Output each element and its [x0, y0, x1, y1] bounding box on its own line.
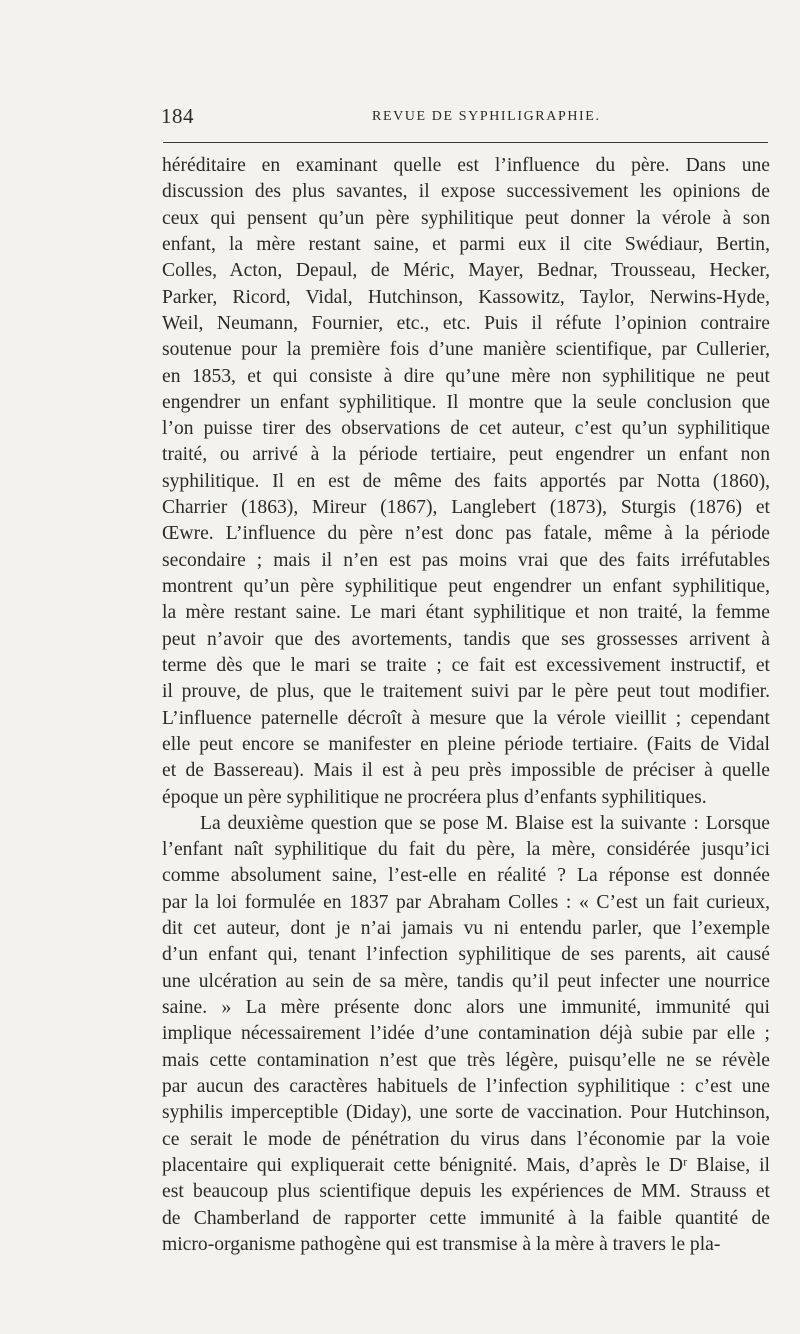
text-line: L’influence paternelle décroît à mesure que la vérole vieillit ; cependant	[162, 707, 770, 729]
text-line: secondaire ; mais il n’en est pas moins vrai que des faits irréfutables	[162, 549, 770, 571]
text-line: il prouve, de plus, que le traitement suivi par le père peut tout modifier.	[162, 681, 770, 703]
text-line: par aucun des caractères habituels de l’infection syphilitique : c’est une	[162, 1075, 770, 1097]
text-line: Parker, Ricord, Vidal, Hutchinson, Kassowitz, Taylor, Nerwins-Hyde,	[162, 286, 770, 308]
text-line: La deuxième question que se pose M. Blaise est la suivante : Lorsque	[200, 812, 770, 834]
text-line: Charrier (1863), Mireur (1867), Langlebert (1873), Sturgis (1876) et	[162, 497, 770, 519]
text-line: elle peut encore se manifester en pleine période tertiaire. (Faits de Vidal	[162, 733, 770, 755]
text-line: Œwre. L’influence du père n’est donc pas fatale, même à la période	[162, 523, 770, 545]
text-line: l’on puisse tirer des observations de cet auteur, c’est qu’un syphilitique	[162, 418, 770, 440]
body-text	[162, 153, 770, 1258]
header-rule	[163, 142, 768, 143]
text-line: terme dès que le mari se traite ; ce fait est excessivement instructif, et	[162, 654, 770, 676]
text-line: enfant, la mère restant saine, et parmi eux il cite Swédiaur, Bertin,	[162, 233, 770, 255]
text-line: syphilis imperceptible (Diday), une sorte de vaccination. Pour Hutchinson,	[162, 1102, 770, 1124]
text-line: par la loi formulée en 1837 par Abraham Colles : « C’est un fait curieux,	[162, 891, 770, 913]
text-line: dit cet auteur, dont je n’ai jamais vu ni entendu parler, que l’exemple	[162, 918, 770, 940]
text-line: est beaucoup plus scientifique depuis les expériences de MM. Strauss et	[162, 1181, 770, 1203]
text-line: de Chamberland de rapporter cette immunité à la faible quantité de	[162, 1207, 770, 1229]
text-line: en 1853, et qui consiste à dire qu’une mère non syphilitique ne peut	[162, 365, 770, 387]
text-line: engendrer un enfant syphilitique. Il montre que la seule conclusion que	[162, 391, 770, 413]
text-line: mais cette contamination n’est que très légère, puisqu’elle ne se révèle	[162, 1049, 770, 1071]
text-line: comme absolument saine, l’est-elle en réalité ? La réponse est donnée	[162, 865, 770, 887]
text-line: d’un enfant qui, tenant l’infection syphilitique de ses parents, ait causé	[162, 944, 770, 966]
text-line: et de Bassereau). Mais il est à peu près impossible de préciser à quelle	[162, 760, 770, 782]
text-line: peut n’avoir que des avortements, tandis que ses grossesses arrivent à	[162, 628, 770, 650]
text-line: époque un père syphilitique ne procréera plus d’enfants syphilitiques.	[162, 786, 707, 808]
page-number: 184	[161, 104, 194, 128]
text-line: traité, ou arrivé à la période tertiaire, peut engendrer un enfant non	[162, 444, 770, 466]
text-line: montrent qu’un père syphilitique peut engendrer un enfant syphilitique,	[162, 576, 770, 597]
text-line: la mère restant saine. Le mari étant syphilitique et non traité, la femme	[162, 602, 770, 624]
text-line: l’enfant naît syphilitique du fait du père, la mère, considérée jusqu’ici	[162, 839, 770, 861]
page-header	[161, 100, 769, 140]
text-line: ce serait le mode de pénétration du virus dans l’économie par la voie	[162, 1128, 770, 1150]
text-line: implique nécessairement l’idée d’une contamination déjà subie par elle ;	[162, 1023, 770, 1045]
text-line: une ulcération au sein de sa mère, tandis qu’il peut infecter une nourrice	[162, 970, 770, 992]
text-line: héréditaire en examinant quelle est l’influence du père. Dans une	[162, 155, 770, 176]
text-line: placentaire qui expliquerait cette bénignité. Mais, d’après le Dʳ Blaise, il	[162, 1154, 770, 1176]
text-line: soutenue pour la première fois d’une manière scientifique, par Cullerier,	[162, 339, 770, 361]
text-line: micro-organisme pathogène qui est transmise à la mère à travers le pla-	[162, 1233, 721, 1255]
text-line: saine. » La mère présente donc alors une immunité, immunité qui	[162, 997, 770, 1018]
text-line: Colles, Acton, Depaul, de Méric, Mayer, Bednar, Trousseau, Hecker,	[162, 260, 770, 282]
text-line: ceux qui pensent qu’un père syphilitique peut donner la vérole à son	[162, 207, 770, 229]
text-line: discussion des plus savantes, il expose successivement les opinions de	[162, 181, 770, 203]
text-line: syphilitique. Il en est de même des faits apportés par Notta (1860),	[162, 470, 770, 492]
text-line: Weil, Neumann, Fournier, etc., etc. Puis il réfute l’opinion contraire	[162, 312, 770, 334]
running-title: REVUE DE SYPHILIGRAPHIE.	[372, 109, 601, 124]
